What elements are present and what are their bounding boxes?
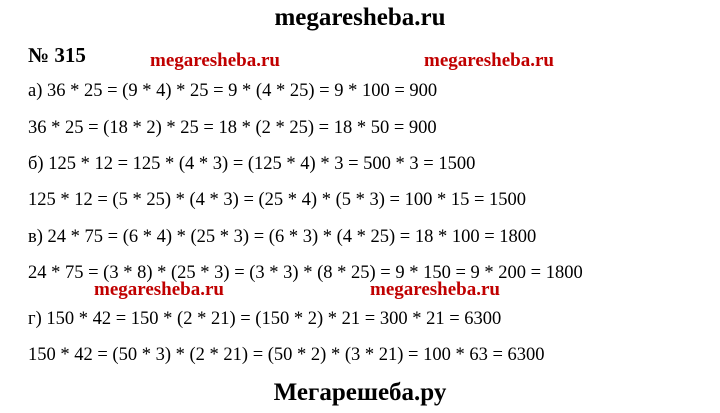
watermark-red: megaresheba.ru [150,50,280,71]
watermark-top: megaresheba.ru [274,4,446,31]
watermark-bottom: Мегарешеба.ру [273,379,447,406]
solution-line: 36 * 25 = (18 * 2) * 25 = 18 * (2 * 25) = 18 * 50 = 900 [28,118,437,138]
task-number: № 315 [28,43,86,67]
watermark-red: megaresheba.ru [424,50,554,71]
solution-line: 150 * 42 = (50 * 3) * (2 * 21) = (50 * 2) * (3 * 21) = 100 * 63 = 6300 [28,345,545,365]
solution-line: в) 24 * 75 = (6 * 4) * (25 * 3) = (6 * 3) * (4 * 25) = 18 * 100 = 1800 [28,227,537,247]
solution-line: а) 36 * 25 = (9 * 4) * 25 = 9 * (4 * 25) = 9 * 100 = 900 [28,81,438,101]
watermark-red: megaresheba.ru [370,279,500,300]
solution-line: г) 150 * 42 = 150 * (2 * 21) = (150 * 2) * 21 = 300 * 21 = 6300 [28,309,502,329]
watermark-red: megaresheba.ru [94,279,224,300]
solution-line: 24 * 75 = (3 * 8) * (25 * 3) = (3 * 3) * (8 * 25) = 9 * 150 = 9 * 200 = 1800 [28,263,583,283]
solution-line: б) 125 * 12 = 125 * (4 * 3) = (125 * 4) * 3 = 500 * 3 = 1500 [28,154,476,174]
solution-line: 125 * 12 = (5 * 25) * (4 * 3) = (25 * 4) * (5 * 3) = 100 * 15 = 1500 [28,190,527,210]
